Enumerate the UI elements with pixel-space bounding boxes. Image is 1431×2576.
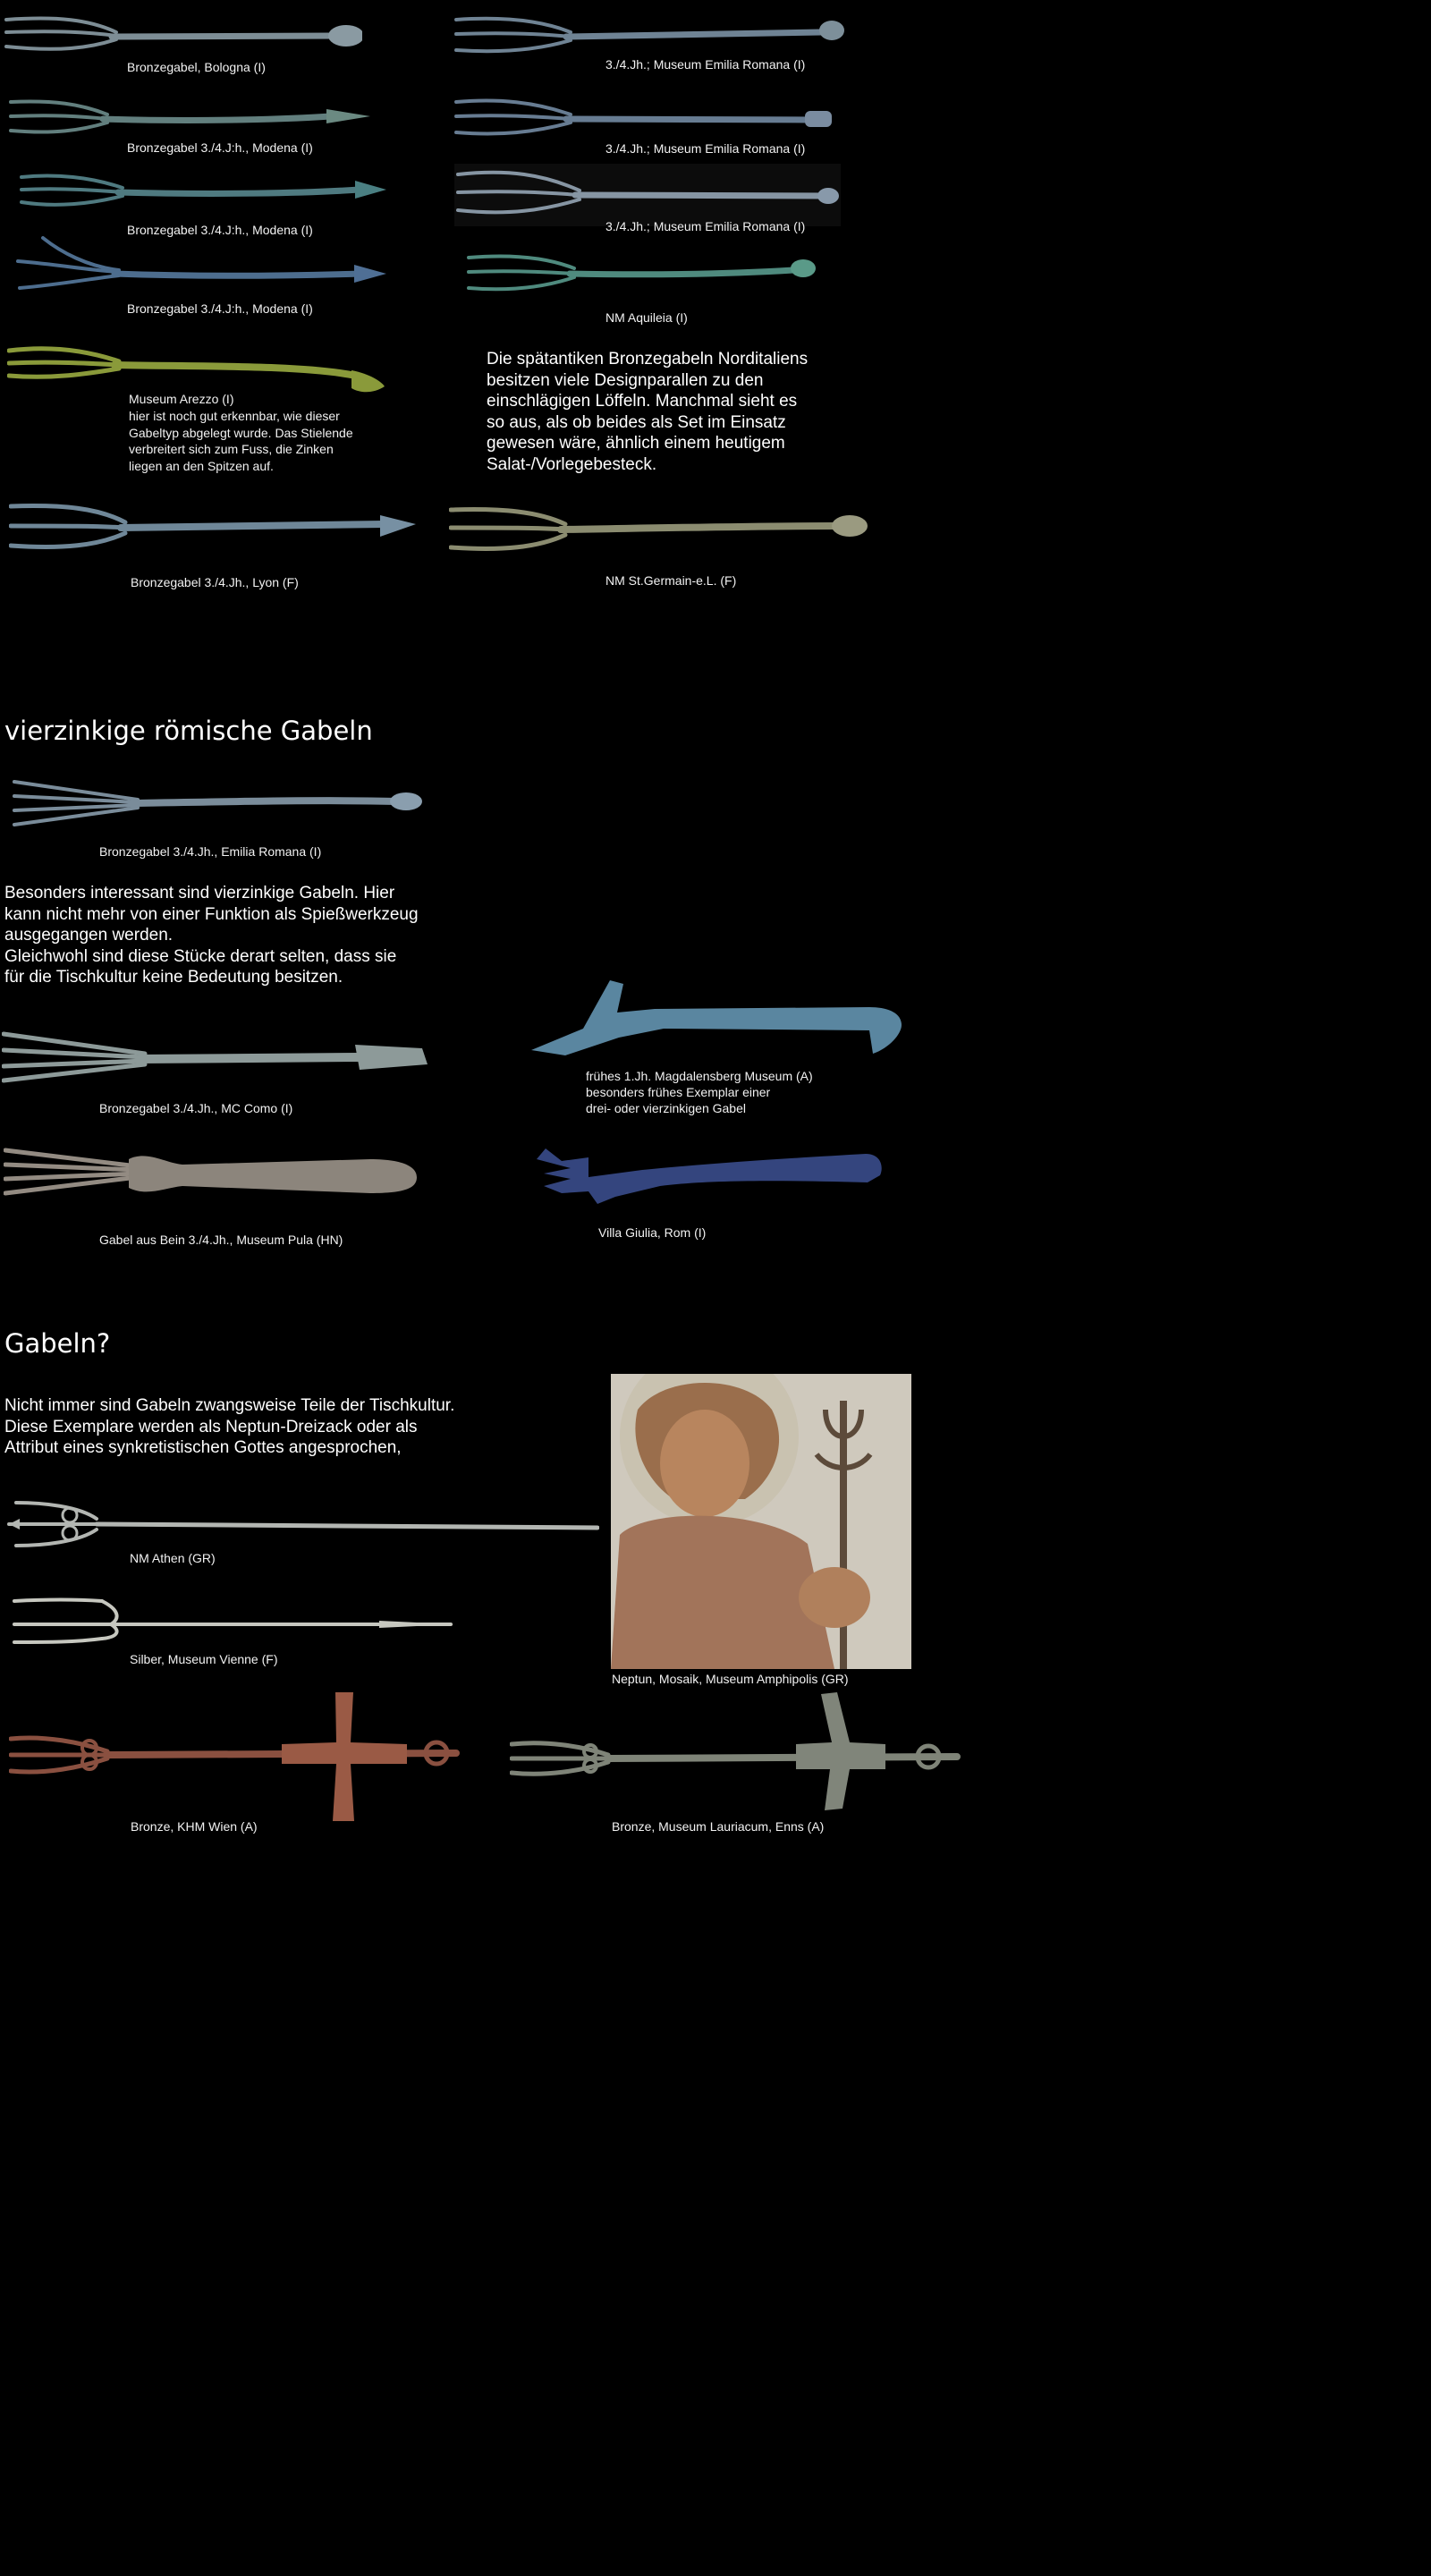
fork-image-emilia-1 (454, 13, 848, 63)
trident-image-khm-wien (9, 1689, 463, 1825)
fork-image-como (2, 1027, 429, 1093)
caption: Silber, Museum Vienne (F) (130, 1652, 278, 1666)
caption: Bronzegabel 3./4.Jh., Lyon (F) (131, 575, 299, 589)
fork-image-emilia-2 (454, 97, 834, 140)
section-heading: Gabeln? (4, 1328, 111, 1359)
caption: 3./4.Jh.; Museum Emilia Romana (I) (605, 141, 806, 156)
caption: Neptun, Mosaik, Museum Amphipolis (GR) (612, 1672, 849, 1686)
fork-image-magdalensberg (529, 975, 903, 1064)
fork-image-st-germain (449, 501, 868, 558)
caption-with-description: frühes 1.Jh. Magdalensberg Museum (A) besonders frühes Exemplar einer drei- oder vierzinkigen Gabel (586, 1069, 813, 1116)
caption: NM St.Germain-e.L. (F) (605, 573, 737, 588)
caption: NM Athen (GR) (130, 1551, 216, 1565)
fork-image-modena-1 (9, 97, 371, 140)
caption: Bronzegabel 3./4.J:h., Modena (I) (127, 301, 313, 316)
paragraph-design-parallels: Die spätantiken Bronzegabeln Norditaliens besitzen viele Designparallen zu den einschlägigen Löffeln. Manchmal sieht es so aus, als ob beides als Set im Einsatz gewesen wäre, ähnlich einem heutigem Salat-/Vorlegebesteck. (487, 350, 809, 474)
caption: Villa Giulia, Rom (I) (598, 1225, 707, 1240)
caption: Bronzegabel 3./4.Jh., MC Como (I) (99, 1101, 293, 1115)
trident-image-vienne-silver (13, 1592, 454, 1657)
trident-image-lauriacum-enns (510, 1692, 964, 1818)
section-heading: vierzinkige römische Gabeln (4, 716, 373, 746)
neptune-mosaic-image (611, 1374, 911, 1669)
fork-image-aquileia (467, 249, 817, 299)
caption: 3./4.Jh.; Museum Emilia Romana (I) (605, 219, 806, 233)
paragraph-four-tine-forks: Besonders interessant sind vierzinkige Gabeln. Hier kann nicht mehr von einer Funktion als Spießwerkzeug ausgegangen werden. Gleichwohl sind diese Stücke derart selten, dass sie für die Tischkultur keine Bedeutung besitzen. (4, 884, 419, 987)
fork-image-lyon (9, 499, 416, 556)
fork-image-modena-3 (16, 234, 387, 297)
fork-image-emilia-four-tine (13, 776, 422, 834)
trident-image-athens (7, 1492, 599, 1556)
caption: Bronze, Museum Lauriacum, Enns (A) (612, 1819, 825, 1834)
fork-image-modena-2 (20, 170, 386, 213)
fork-image-villa-giulia (535, 1141, 884, 1211)
caption: Bronzegabel, Bologna (I) (127, 60, 266, 74)
paragraph-trident-forks: Nicht immer sind Gabeln zwangsweise Teile der Tischkultur. Diese Exemplare werden als Neptun-Dreizack oder als Attribut eines synkretistischen Gottes angesprochen, (4, 1396, 455, 1458)
caption: 3./4.Jh.; Museum Emilia Romana (I) (605, 57, 806, 72)
fork-image-pula-bone (4, 1141, 417, 1206)
caption: Bronzegabel 3./4.Jh., Emilia Romana (I) (99, 844, 322, 859)
fork-image-bologna (4, 13, 362, 63)
fork-image-emilia-3 (454, 164, 841, 226)
caption: Bronzegabel 3./4.J:h., Modena (I) (127, 140, 313, 155)
caption-with-description: Museum Arezzo (I) hier ist noch gut erkennbar, wie dieser Gabeltyp abgelegt wurde. Das Stielende verbreitert sich zum Fuss, die Zinken liegen an den Spitzen auf. (129, 392, 353, 473)
caption: NM Aquileia (I) (605, 310, 688, 325)
caption: Gabel aus Bein 3./4.Jh., Museum Pula (HN) (99, 1233, 343, 1247)
caption: Bronzegabel 3./4.J:h., Modena (I) (127, 223, 313, 237)
caption: Bronze, KHM Wien (A) (131, 1819, 258, 1834)
